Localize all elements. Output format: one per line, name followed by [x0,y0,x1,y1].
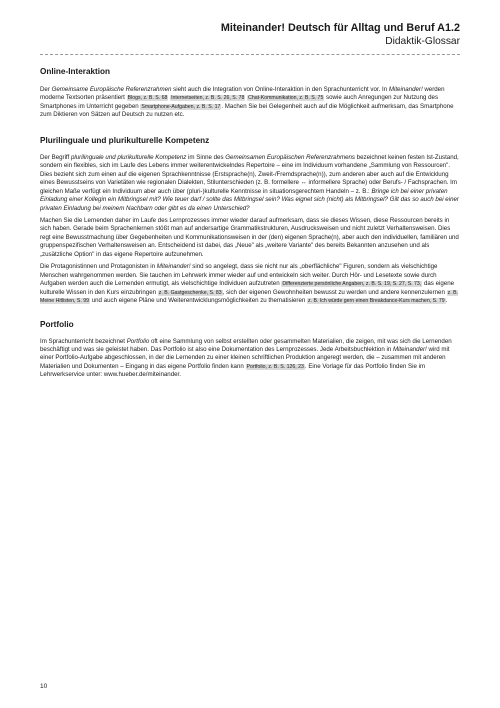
emphasis: Miteinander! [388,86,423,93]
emphasis: Bringe ich bei einer privaten Einladung einer Kollegin ein Mitbringsel mit? Wie teuer darf / sollte das Mitbringsel sein? Was eignet sich (nicht) als Mitbringsel? Gilt das so auch bei einer privaten Einladung bei meinem Nachbarn oder gibt es da einen Unterschied? [40,187,459,212]
header-subtitle: Didaktik-Glossar [385,36,460,47]
paragraph [40,154,460,213]
text: und auch eigene Pläne und Weiterentwicklungsmöglichkeiten zu thematisieren [90,297,308,305]
page-reference: z. B. Meine Hitlisten, S. 99 [40,289,458,305]
text: wird mit einer Portfolio-Aufgabe abgeschlossen, in der die Lernenden zu einer kleinen schriftlichen Produktion angeregt werden, die – zusammen mit anderen Materialien und Dokumenten – Eingang in das eigene Portfolio finden kann [40,345,450,370]
section-heading: Plurilinguale und plurikulturelle Kompetenz [40,135,210,145]
page-number: 10 [40,683,48,690]
section-heading: Portfolio [40,319,74,329]
emphasis: Miteinander! [392,345,427,353]
text: das eigene kulturelle Wissen in den Kurs einzubringen [40,280,455,296]
section-plurilinguale-kompetenz [40,136,460,306]
page-reference: Portfolio, z. B. S. 126, 23 [246,363,304,370]
text: oft eine Sammlung von selbst erstellten oder gesammelten Materialien, die zeigen, mit was sich die Lernenden beschäftigt und was sie geleistet haben. Das Portfolio ist also eine Dokumentation des Lernprozesses. Jede Arbeitsbuchlektion in [40,337,452,353]
page-reference: Smartphone-Aufgaben, z. B. S. 17 [141,103,221,110]
section-online-interaktion [40,67,460,120]
paragraph [40,86,460,120]
text: Die Protagonistinnen und Protagonisten in [40,263,157,271]
page-reference: z. B. Ich würde gern einen Breakdance-Kurs machen, S. 79 [308,298,445,305]
emphasis: Gemeinsamen Europäischen Referenzrahmens [225,153,355,161]
emphasis: Portfolio [126,337,150,345]
page-reference: z. B. Gastgeschenke, S. 83 [158,289,222,296]
text: sieht auch die Integration von Online-Interaktion in den Sprachunterricht vor. In [171,86,389,93]
text: im Sinne des [186,153,226,161]
text: Der Begriff [40,153,71,161]
page-reference: Chat-Kommunikation, z. B. S. 75 [248,95,324,102]
text: werden moderne Textsorten präsentiert [40,86,445,102]
section-heading: Online-Interaktion [40,67,111,76]
page-reference: Internetseiten, z. B. S. 26, S. 78 [171,95,245,102]
text: . [445,297,448,305]
paragraph [40,263,460,305]
header-divider [40,54,460,55]
text: bezeichnet keinen festen Ist-Zustand, sondern ein flexibles, sich im Laufe des Lebens immer weiterentwickelndes Repertoire – eine im Individuum vorhandene „Sammlung von Ressourcen". Dies bezieht sich zum einen auf die eigenen Sprachkenntnisse (Erstsprache(n), Zweit-/Fremdsprache(n)), zum anderen aber auch auf die Entwicklung eines Bewusstseins von Varietäten wie regionalen Dialekten, Stilunterschieden (z. B. formellere ↔ informellere Sprache) oder Berufs- / Fachsprachen. Im gleichen Maße verfügt ein Individuum aber auch über (pluri-)kulturelle Kenntnisse in situationsgerechtem Handeln – z. B.: [40,153,459,195]
text: , sich der eigenen Gewohnheiten bewusst zu werden und andere kennenzulernen [222,288,447,296]
page-reference: Differenzierte persönliche Angaben, z. B. S. 19, S. 27, S. 73, [282,281,422,288]
section-portfolio [40,320,460,380]
text: sind so angelegt, dass sie nicht nur als „oberflächliche" Figuren, sondern als vielschichtige Menschen wahrgenommen werden. Sie tauchen im Lehrwerk immer wieder auf und entwickeln sich weiter. Durch Hör- und Lesetexte sowie durch Aufgaben werden auch die Lernenden ermutigt, als vielschichtige Individuen aufzutreten [40,263,438,288]
paragraph: Machen Sie die Lernenden daher im Laufe des Lernprozesses immer wieder darauf aufmerksam, dass sie dieses Wissen, diese Ressourcen bereits in sich haben. Gerade beim Sprachenlernen stößt man auf andersartige Grammatikstrukturen, Ausdrucksweisen und nicht zuletzt Verhaltensweisen. Dies regt eine Bewusstmachung über Gegebenheiten und Kommunikationsweisen in der (den) eigenen Sprache(n), aber auch den individuellen, familiären und gruppenspezifischen Verhaltensweisen an. Entscheidend ist dabei, das „Neue" als „weitere Variante" des bereits Bekannten anzusehen und als „zusätzliche Option" in das eigene Repertoire aufzunehmen. [40,216,459,258]
text: sowie auch Anregungen zur Nutzung des Smartphones im Unterricht gegeben [40,94,439,110]
page-reference: Blogs, z. B. S. 68 [127,95,168,102]
page-header [40,0,460,48]
emphasis: Miteinander! [156,263,191,271]
header-title: Miteinander! Deutsch für Alltag und Beruf A1.2 [220,22,460,34]
text: Der [40,86,52,93]
text: . Eine Vorlage für das Portfolio finden Sie im Lehrwerkservice unter: www.hueber.de/miteinander. [40,362,426,379]
emphasis: plurilinguale und plurikulturelle Kompetenz [70,153,187,161]
text: . Machen Sie bei Gelegenheit auch auf die Möglichkeit aufmerksam, das Smartphone zum Diktieren von Sätzen auf Deutsch zu nutzen etc. [40,102,454,119]
paragraph [40,338,460,380]
emphasis: Gemeinsame Europäische Referenzrahmen [51,86,172,93]
text: Im Sprachunterricht bezeichnet [40,337,127,345]
